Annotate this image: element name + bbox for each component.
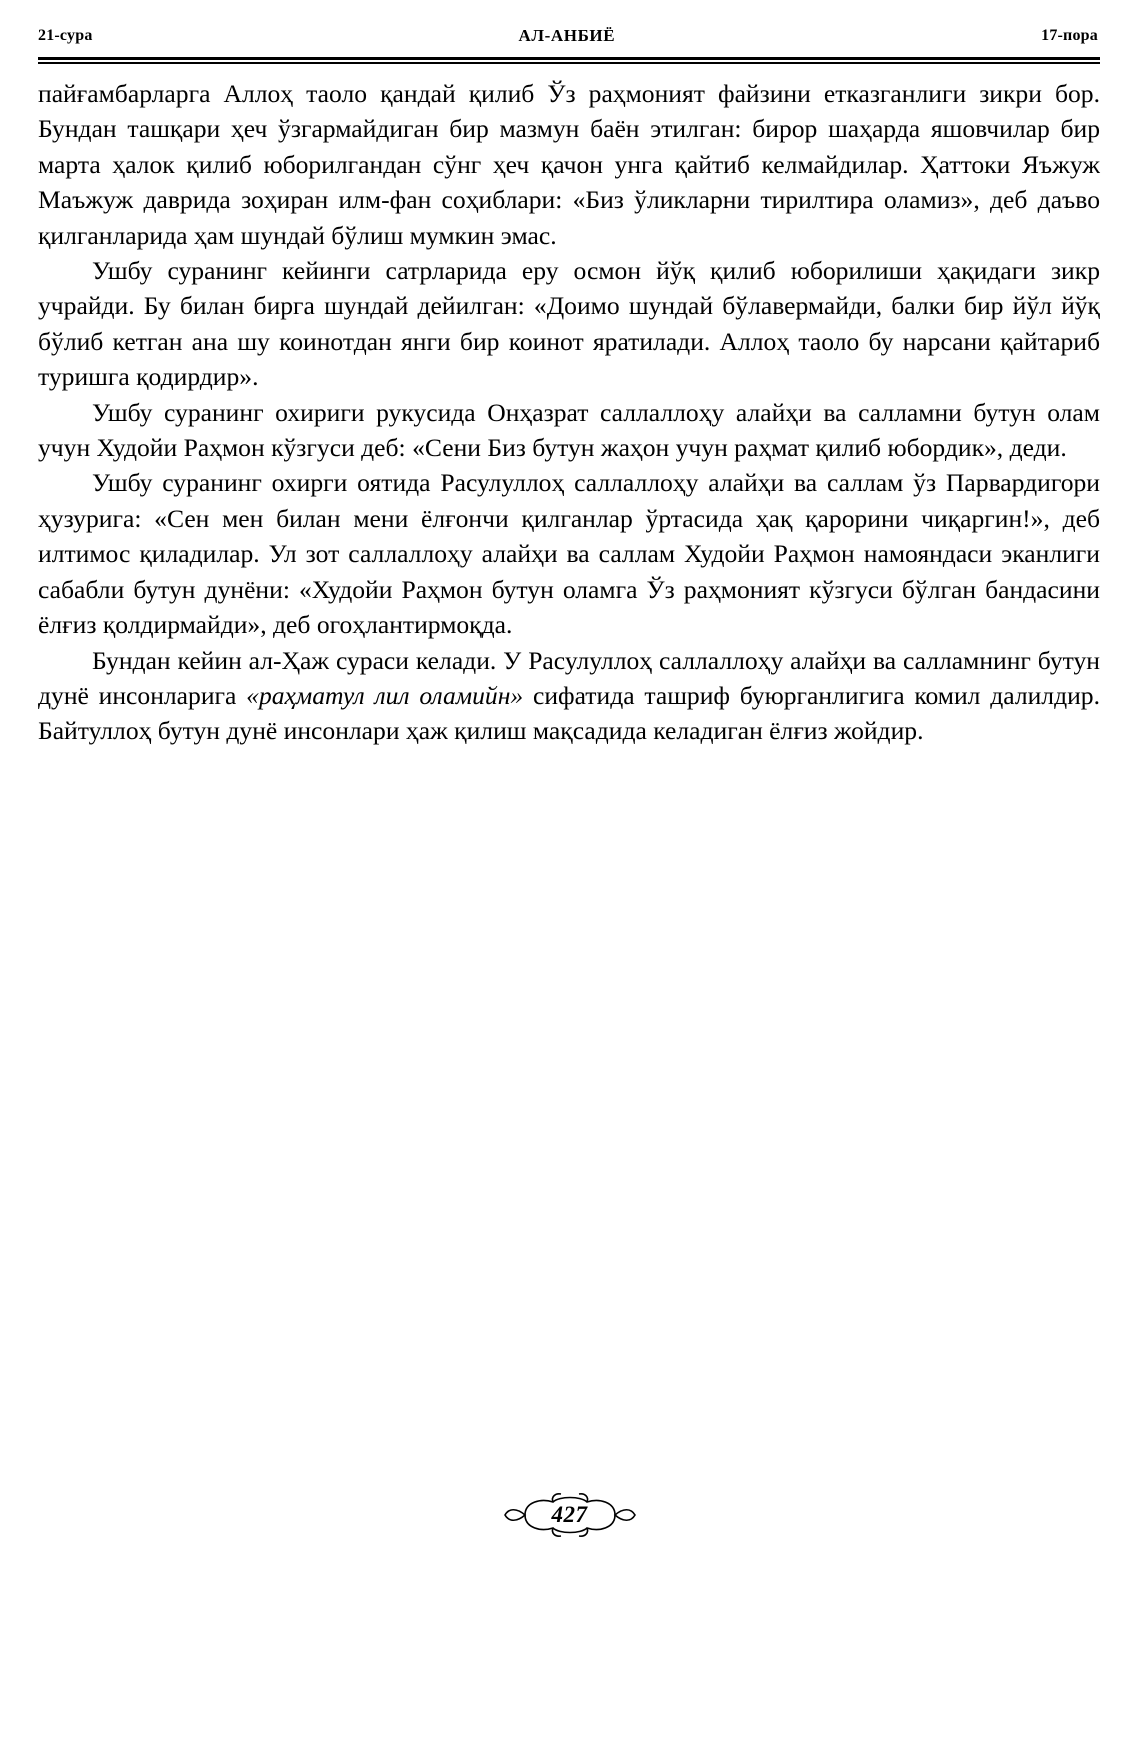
page-number: 427	[551, 1502, 588, 1527]
header-rule-thick	[38, 57, 1100, 60]
body-text-block	[38, 76, 1100, 749]
emphasis-phrase: «раҳматул лил оламийн»	[246, 680, 524, 710]
paragraph: Ушбу суранинг охирги оятида Расулуллоҳ саллаллоҳу алайҳи ва саллам ўз Парвардигори ҳузурига: «Сен мен билан мени ёлғончи қилганлар ўртасида ҳақ қарорини чиқаргин!», деб илтимос қиладилар. Ул зот саллаллоҳу алайҳи ва саллам Худойи Раҳмон намояндаси эканлиги сабабли бутун дунёни: «Худойи Раҳмон бутун оламга Ўз раҳмоният кўзгуси бўлган бандасини ёлғиз қолдирмайди», деб огоҳлантирмоқда.	[38, 468, 1100, 640]
paragraph: Ушбу суранинг кейинги сатрларида еру осмон йўқ қилиб юборилиши ҳақидаги зикр учрайди. Бу билан бирга шундай дейилган: «Доимо шундай бўлавермайди, балки бир йўл йўқ бўлиб кетган ана шу коинотдан янги бир коинот яратилади. Аллоҳ таоло бу нарсани қайтариб туришга қодирдир».	[38, 256, 1100, 392]
header-rule	[38, 57, 1100, 64]
paragraph-text: сифатида ташриф буюрганлигига комил далилдир. Байтуллоҳ бутун дунё инсонлари ҳаж қилиш мақсадида келадиган ёлғиз жойдир.	[38, 680, 1100, 746]
paragraph: Ушбу суранинг охириги рукусида Онҳазрат саллаллоҳу алайҳи ва салламни бутун олам учун Худойи Раҳмон кўзгуси деб: «Сени Биз бутун жаҳон учун раҳмат қилиб юбордик», деди.	[38, 397, 1100, 463]
header-para-label: 17-пора	[1041, 27, 1098, 44]
header-sura-title: АЛ-АНБИЁ	[518, 26, 616, 45]
header-rule-thin	[38, 62, 1100, 64]
running-header	[38, 26, 1098, 56]
page-number-ornament	[495, 1488, 645, 1542]
paragraph-text: Бундан кейин ал-Ҳаж сураси келади. У Расулуллоҳ саллаллоҳу алайҳи ва салламнинг бутун дунё инсонларига	[38, 645, 1100, 710]
paragraph	[38, 643, 1100, 749]
paragraph: пайғамбарларга Аллоҳ таоло қандай қилиб Ўз раҳмоният файзини етказганлиги зикри бор. Бундан ташқари ҳеч ўзгармайдиган бир мазмун баён этилган: бирор шаҳарда яшовчилар бир марта ҳалок қилиб юборилгандан сўнг ҳеч қачон унга қайтиб келмайдилар. Ҳаттоки Яъжуж Маъжуж даврида зоҳиран илм-фан соҳиблари: «Биз ўликларни тирилтира оламиз», деб даъво қилганларида ҳам шундай бўлиш мумкин эмас.	[38, 79, 1100, 250]
page-footer	[0, 1480, 1139, 1550]
header-sura-label: 21-сура	[38, 27, 93, 44]
